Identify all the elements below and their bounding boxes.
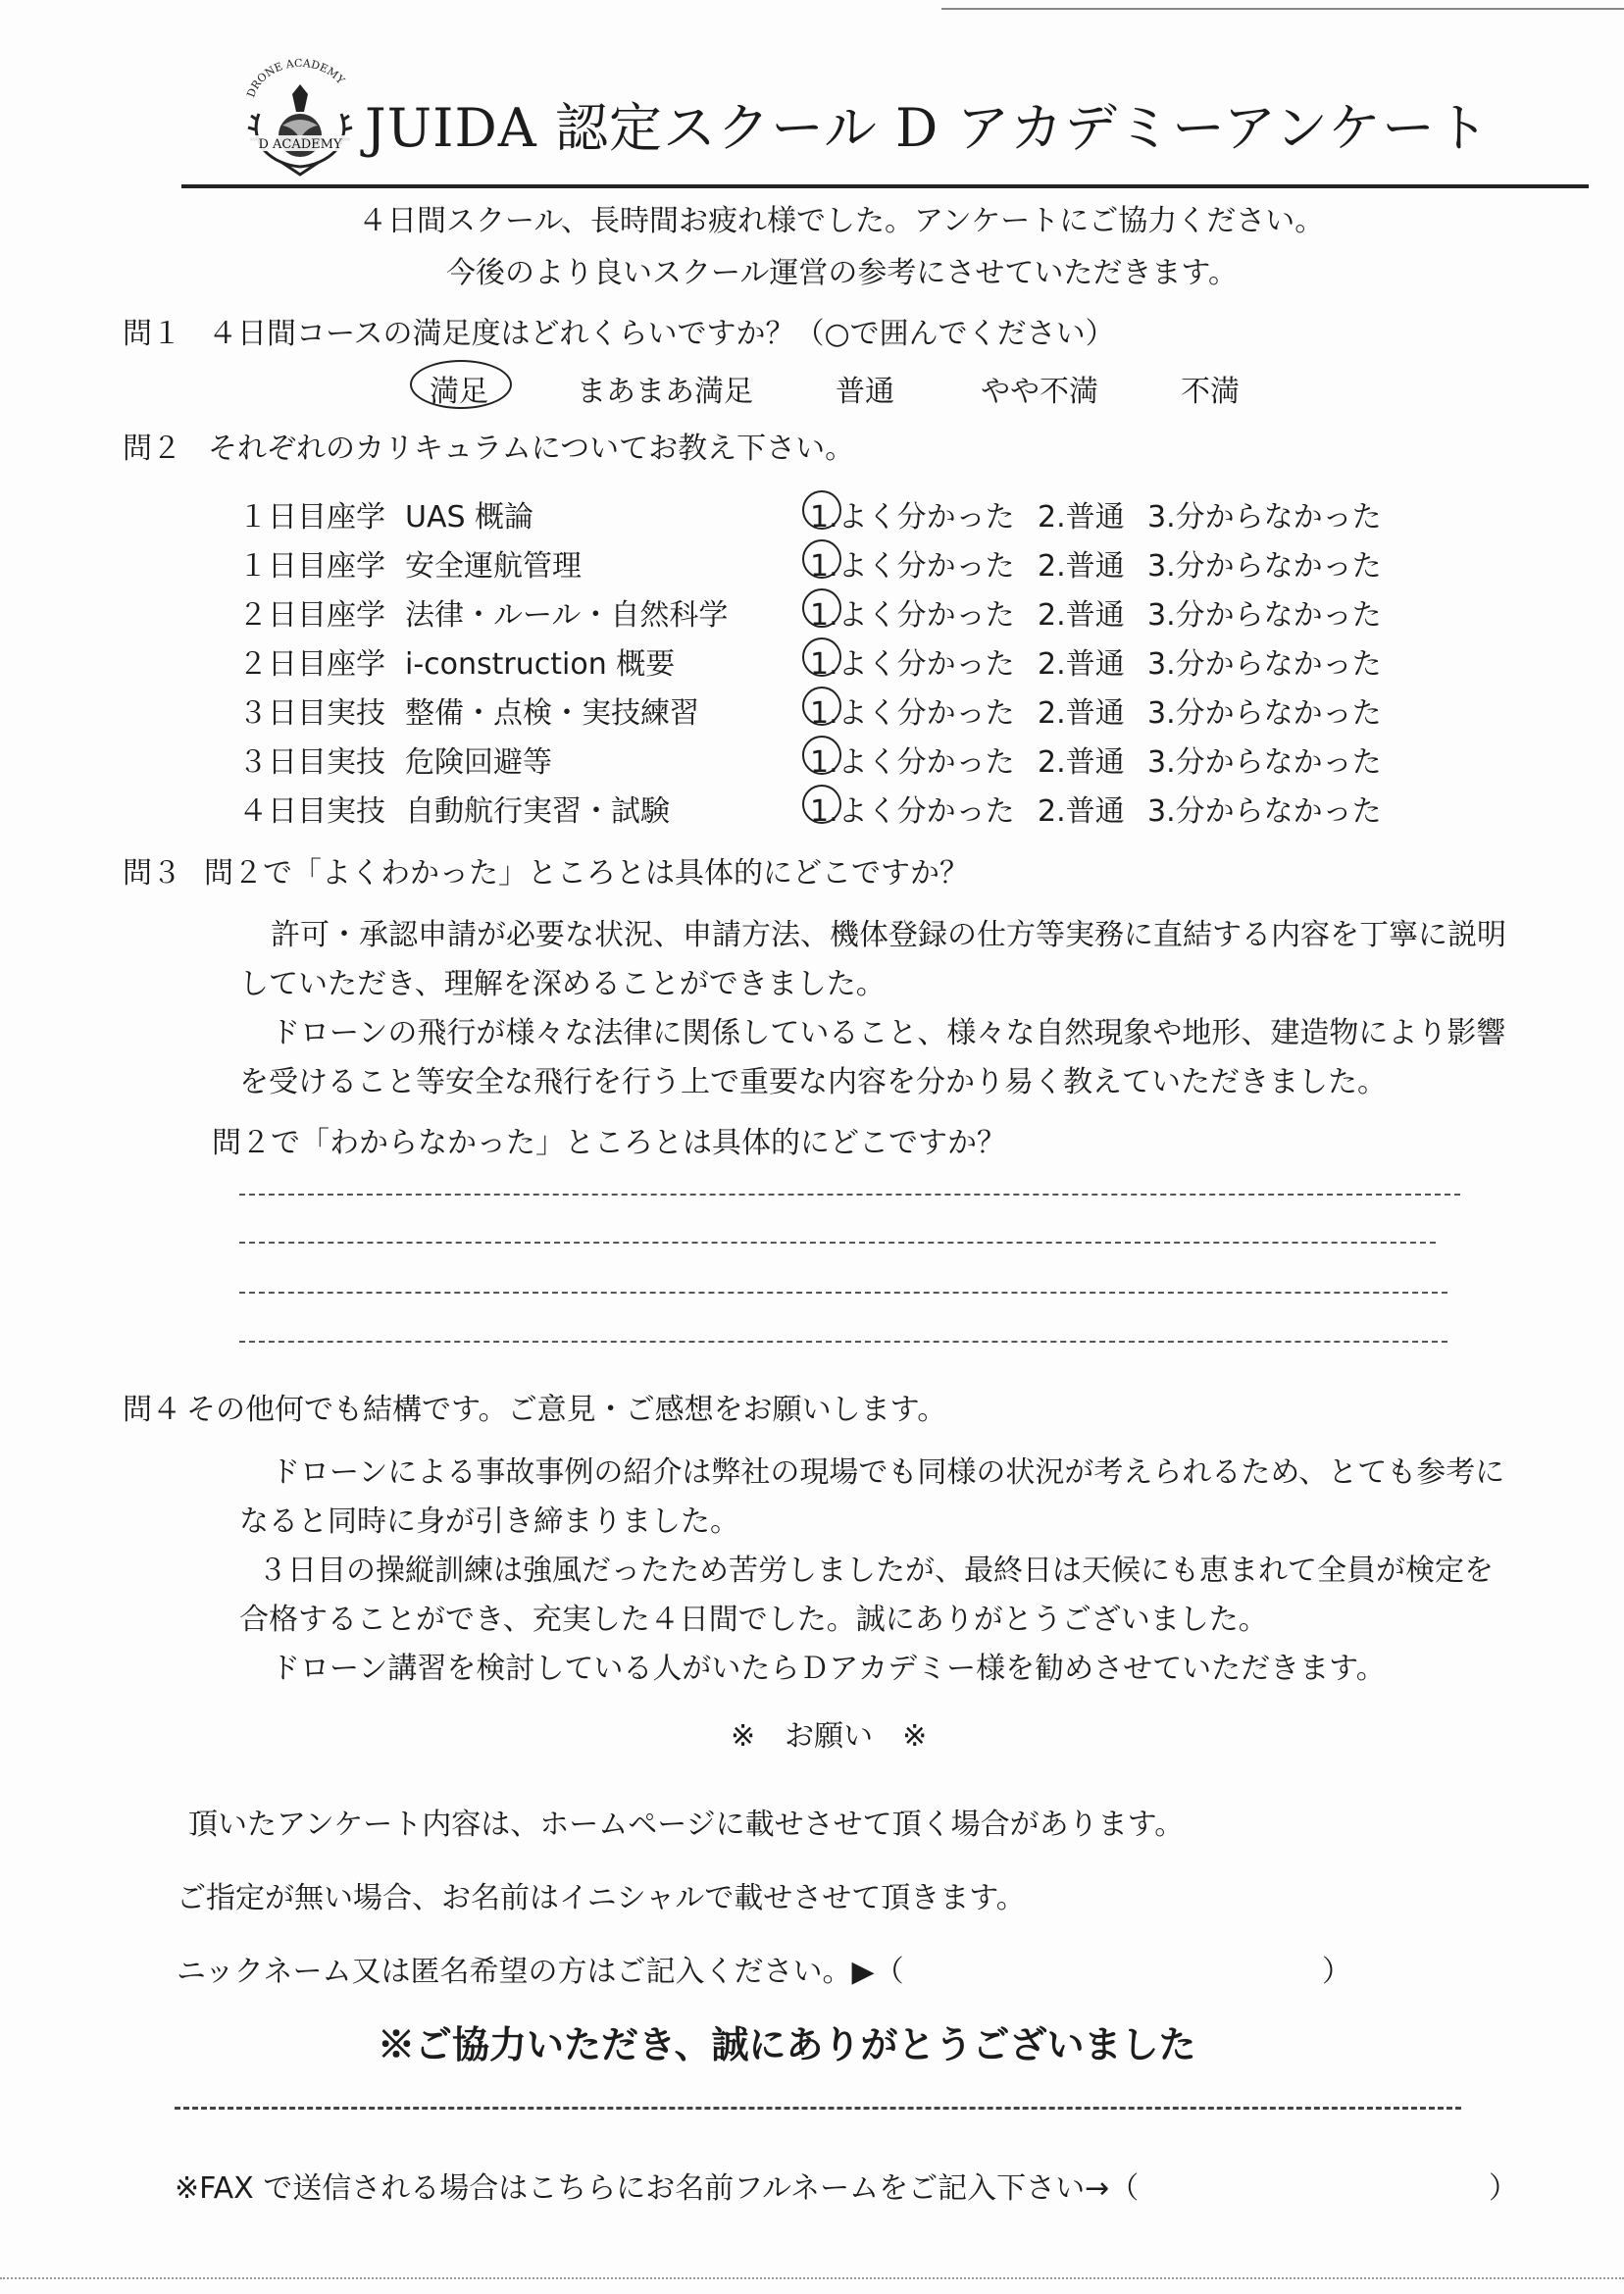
- q2-row-subject: UAS 概論: [405, 500, 534, 535]
- q4-answer-line: 合格することができ、充実した４日間でした。誠にありがとうございました。: [239, 1603, 1268, 1637]
- drone-academy-logo: [231, 55, 369, 178]
- page-title: JUIDA 認定スクール D アカデミーアンケート: [365, 97, 1491, 159]
- q2-row-day: ２日目座学: [238, 598, 385, 633]
- q2-row-choice-1[interactable]: 1.よく分かった: [810, 647, 1015, 682]
- answer-blank-line[interactable]: [239, 1194, 1460, 1196]
- q2-row-day: ２日目座学: [238, 647, 385, 682]
- q4-answer-line: なると同時に身が引き締まりました。: [239, 1504, 739, 1539]
- q2-row-choice-3[interactable]: 3.分からなかった: [1147, 647, 1382, 682]
- q2-row-day: １日目座学: [238, 549, 385, 584]
- logo-top-text: DRONE ACADEMY: [244, 56, 347, 100]
- q2-row-choice-1[interactable]: 1.よく分かった: [810, 794, 1015, 829]
- q2-row-choice-3[interactable]: 3.分からなかった: [1147, 598, 1382, 633]
- answer-blank-line[interactable]: [239, 1242, 1436, 1244]
- q2-row-choice-2[interactable]: 2.普通: [1038, 500, 1125, 535]
- intro-line-1: ４日間スクール、長時間お疲れ様でした。アンケートにご協力ください。: [358, 204, 1325, 238]
- fax-close-paren: ）: [1489, 2171, 1518, 2206]
- cut-line: [175, 2107, 1461, 2110]
- q2-row-day: ３日目実技: [238, 696, 385, 731]
- q2-row-subject: 安全運航管理: [405, 549, 582, 584]
- q2-row-choice-3[interactable]: 3.分からなかった: [1147, 794, 1382, 829]
- nickname-prompt: ニックネーム又は匿名希望の方はご記入ください。▶（: [177, 1955, 904, 1989]
- q2-row-day: １日目座学: [238, 500, 385, 535]
- q1-option-dissatisfied[interactable]: 不満: [1181, 375, 1240, 409]
- answer-blank-line[interactable]: [239, 1341, 1447, 1343]
- header-divider: [181, 184, 1589, 188]
- q3-answer-line: していただき、理解を深めることができました。: [239, 967, 886, 1001]
- q2-row-choice-3[interactable]: 3.分からなかった: [1147, 745, 1382, 780]
- q2-row-subject: 整備・点検・実技練習: [405, 696, 699, 731]
- q2-row-choice-1[interactable]: 1.よく分かった: [810, 745, 1015, 780]
- q2-row-choice-2[interactable]: 2.普通: [1038, 696, 1125, 731]
- request-heading: ※ お願い ※: [731, 1719, 928, 1754]
- q4-question: その他何でも結構です。ご意見・ご感想をお願いします。: [186, 1393, 947, 1427]
- q2-row-day: ４日目実技: [238, 794, 385, 829]
- q2-row-choice-1[interactable]: 1.よく分かった: [810, 549, 1015, 584]
- q2-row-choice-1[interactable]: 1.よく分かった: [810, 598, 1015, 633]
- logo-emblem-icon: [231, 55, 369, 178]
- q1-label: 問１: [123, 317, 181, 351]
- q4-answer-line: ドローン講習を検討している人がいたらＤアカデミー様を勧めさせていただきます。: [271, 1652, 1386, 1686]
- q2-row-choice-1[interactable]: 1.よく分かった: [810, 696, 1015, 731]
- q2-row-subject: 自動航行実習・試験: [405, 794, 670, 829]
- q2-question: それぞれのカリキュラムについてお教え下さい。: [208, 432, 855, 466]
- request-line-2: ご指定が無い場合、お名前はイニシャルで載せさせて頂きます。: [177, 1881, 1026, 1915]
- q1-option-neutral[interactable]: 普通: [836, 375, 894, 409]
- q3-answer-line: を受けること等安全な飛行を行う上で重要な内容を分かり易く教えていただきました。: [239, 1065, 1387, 1099]
- q2-row-choice-2[interactable]: 2.普通: [1038, 745, 1125, 780]
- q2-row-choice-2[interactable]: 2.普通: [1038, 549, 1125, 584]
- request-line-1: 頂いたアンケート内容は、ホームページに載せさせて頂く場合があります。: [188, 1808, 1185, 1842]
- q2-row-choice-3[interactable]: 3.分からなかった: [1147, 500, 1382, 535]
- q3-question-2: 問２で「わからなかった」ところとは具体的にどこですか？: [212, 1126, 1006, 1160]
- q2-row-choice-3[interactable]: 3.分からなかった: [1147, 549, 1382, 584]
- top-edge-rule: [941, 8, 1624, 10]
- nickname-input[interactable]: [885, 1947, 1316, 1982]
- scan-bottom-edge: [0, 2277, 1624, 2279]
- q2-row-choice-2[interactable]: 2.普通: [1038, 794, 1125, 829]
- q3-answer-line: ドローンの飛行が様々な法律に関係していること、様々な自然現象や地形、建造物により影響: [271, 1016, 1506, 1050]
- thanks-message: ※ご協力いただき、誠にありがとうございました: [378, 2022, 1196, 2066]
- q1-option-somewhat-satisfied[interactable]: まあまあ満足: [577, 375, 753, 409]
- q1-question: ４日間コースの満足度はどれくらいですか？（○で囲んでください）: [208, 317, 1115, 351]
- q2-row-subject: 法律・ルール・自然科学: [405, 598, 729, 633]
- answer-blank-line[interactable]: [239, 1292, 1447, 1294]
- q1-option-somewhat-dissatisfied[interactable]: やや不満: [981, 375, 1098, 409]
- q4-answer-line: ３日目の操縦訓練は強風だったため苦労しましたが、最終日は天候にも恵まれて全員が検定を: [258, 1554, 1494, 1588]
- q3-question: 問２で「よくわかった」ところとは具体的にどこですか？: [204, 856, 969, 891]
- q2-label: 問２: [123, 432, 181, 466]
- q2-row-day: ３日目実技: [238, 745, 385, 780]
- q2-row-subject: 危険回避等: [405, 745, 552, 780]
- fax-prompt: ※FAX で送信される場合はこちらにお名前フルネームをご記入下さい→（: [175, 2171, 1140, 2206]
- q2-row-subject: i-construction 概要: [405, 647, 676, 682]
- q4-answer-line: ドローンによる事故事例の紹介は弊社の現場でも同様の状況が考えられるため、とても参考に: [271, 1455, 1505, 1490]
- fax-name-input[interactable]: [1084, 2164, 1476, 2199]
- intro-line-2: 今後のより良いスクール運営の参考にさせていただきます。: [446, 256, 1238, 290]
- q1-option-satisfied[interactable]: 満足: [430, 375, 488, 409]
- logo-band-text: D ACADEMY: [258, 137, 342, 152]
- nickname-close-paren: ）: [1322, 1955, 1351, 1989]
- q3-label: 問３: [123, 856, 181, 891]
- q2-row-choice-3[interactable]: 3.分からなかった: [1147, 696, 1382, 731]
- q2-row-choice-1[interactable]: 1.よく分かった: [810, 500, 1015, 535]
- q4-label: 問４: [123, 1393, 181, 1427]
- q3-answer-line: 許可・承認申請が必要な状況、申請方法、機体登録の仕方等実務に直結する内容を丁寧に説明: [271, 918, 1506, 952]
- q2-row-choice-2[interactable]: 2.普通: [1038, 598, 1125, 633]
- q2-row-choice-2[interactable]: 2.普通: [1038, 647, 1125, 682]
